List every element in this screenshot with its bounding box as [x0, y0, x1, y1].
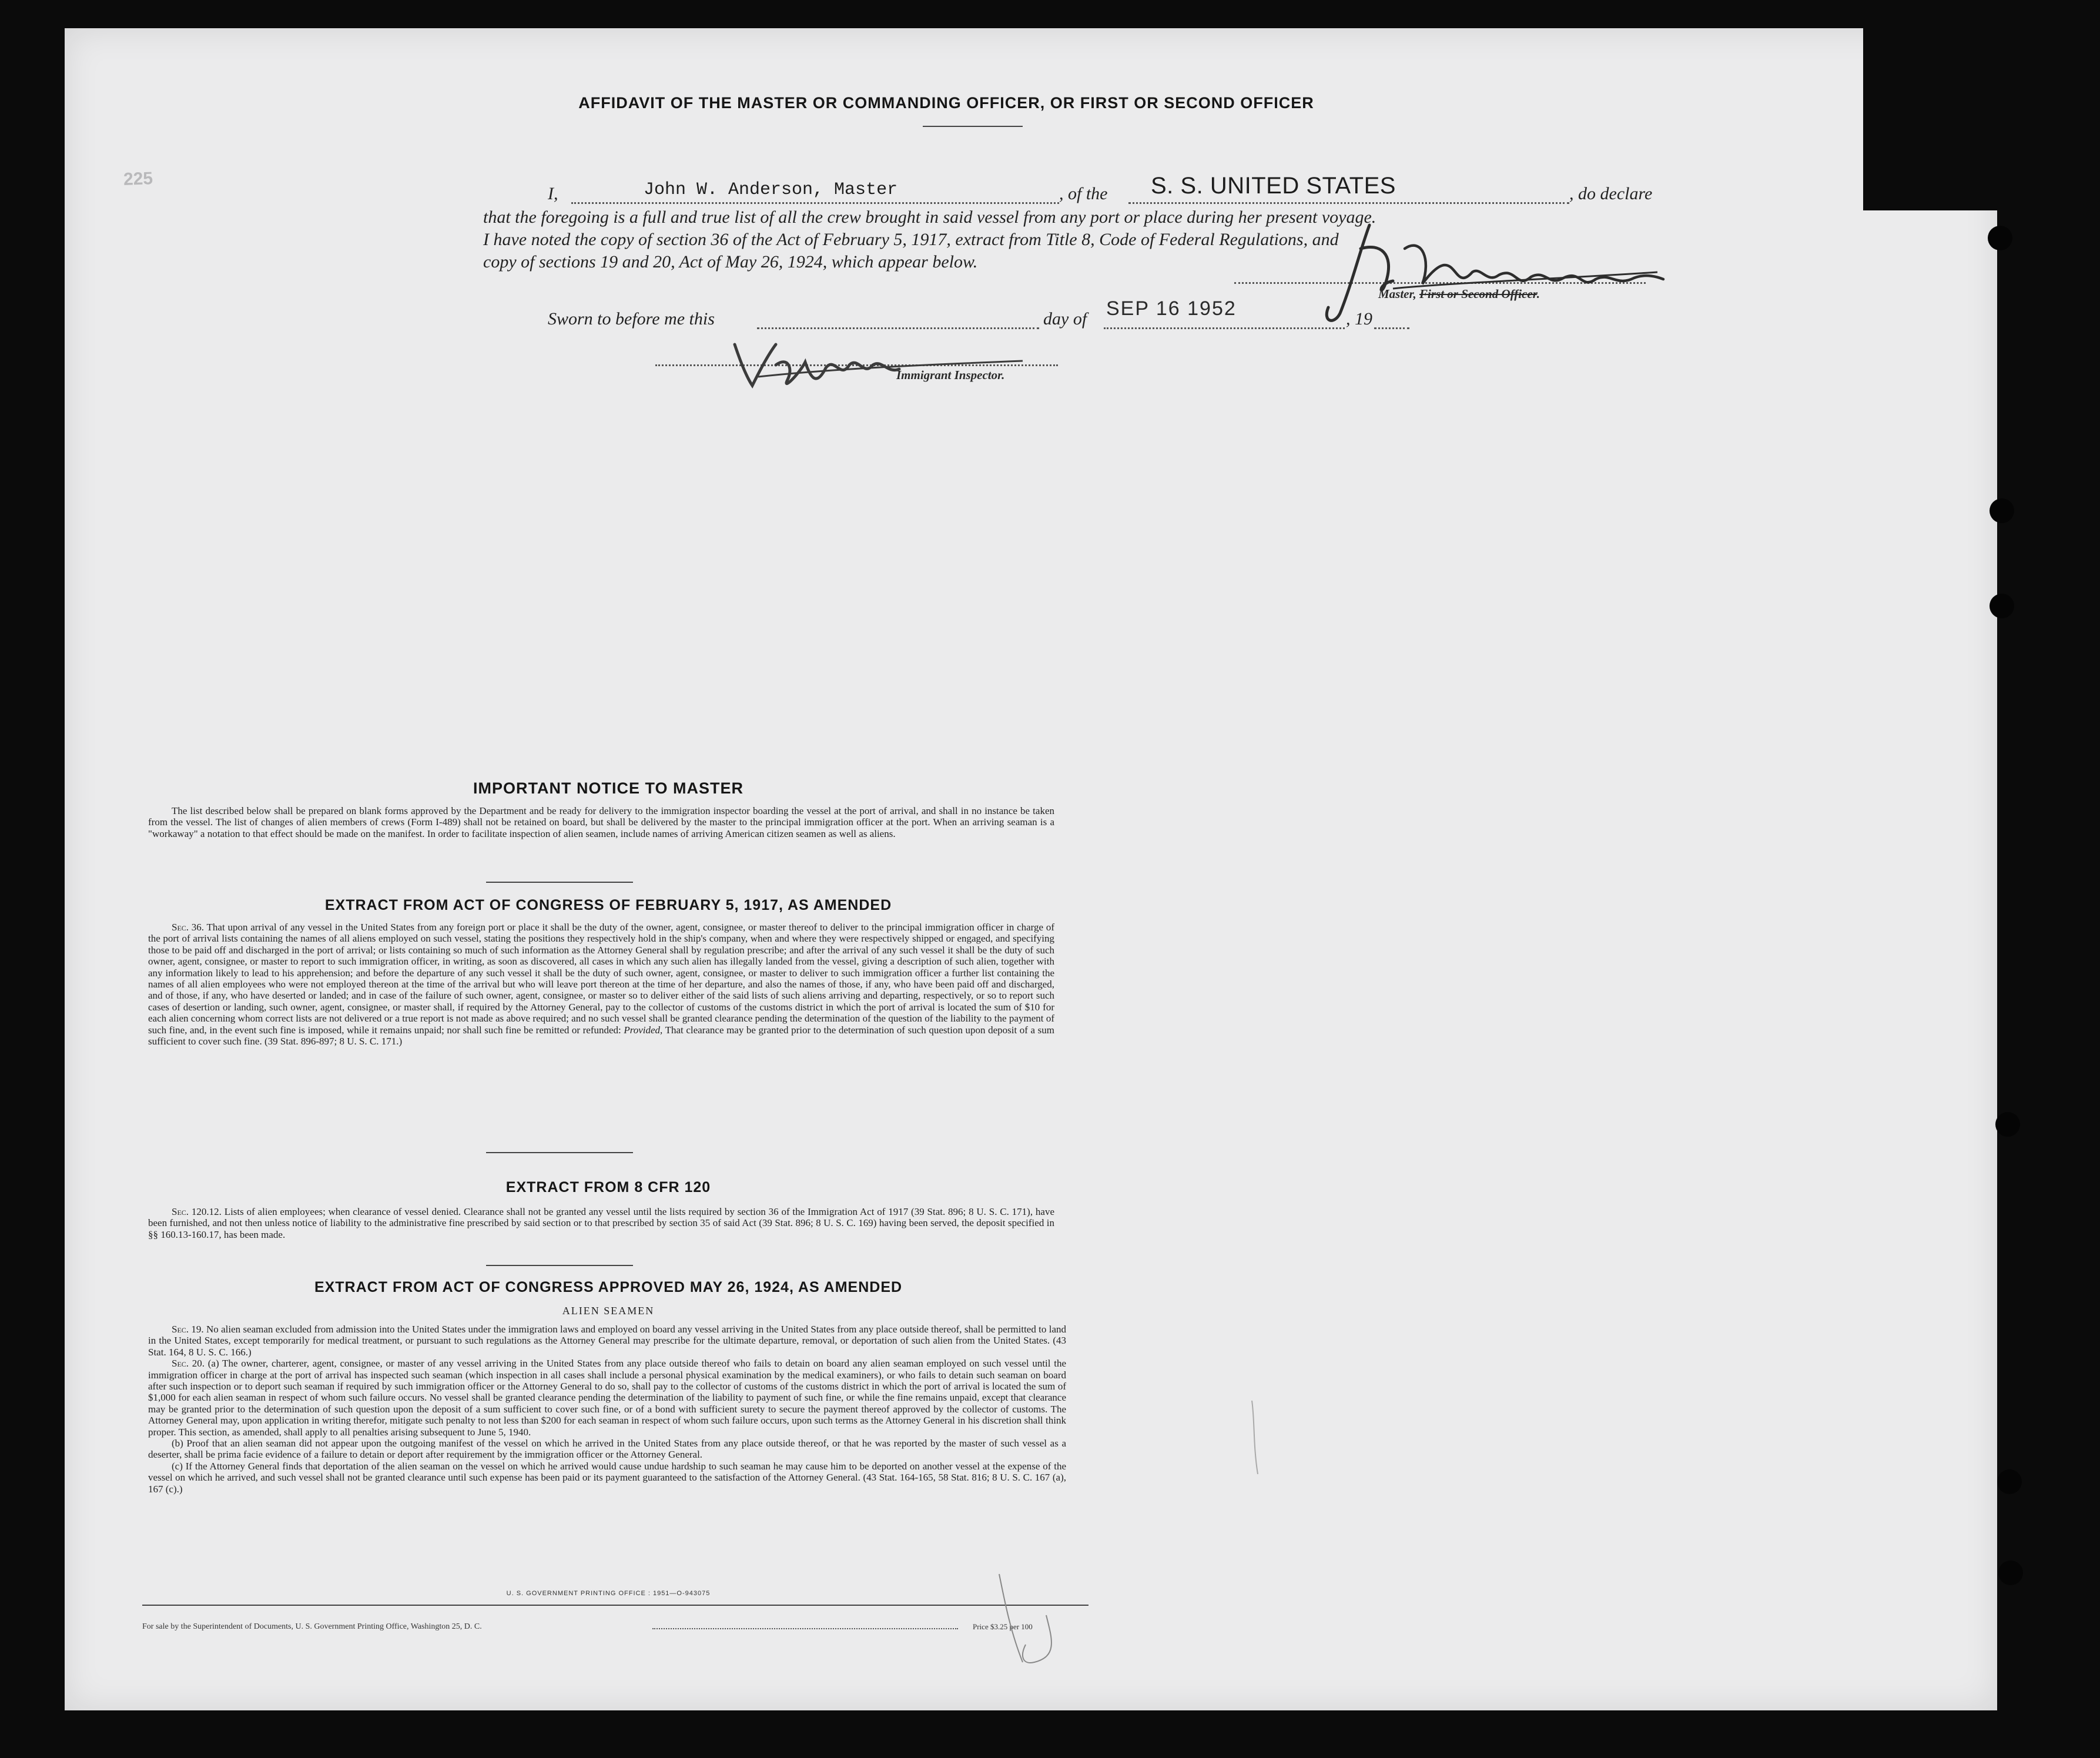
- affidavit-title: AFFIDAVIT OF THE MASTER OR COMMANDING OFFICER, OR FIRST OR SECOND OFFICER: [578, 94, 1314, 112]
- inspector-signature: [723, 333, 1029, 397]
- sec-20b-text: (b) Proof that an alien seaman did not appear upon the outgoing manifest of the vessel on which he arrived in the United States from any place outside thereof, or that he was reported by the master of such vessel as a deserter, shall be prima facie evidence of a failure to detain or deport after requirement by the immigration officer or the Attorney General.: [148, 1438, 1066, 1461]
- extract-cfr-divider: [486, 1265, 633, 1266]
- affidavit-body-line-2: I have noted the copy of section 36 of the Act of February 5, 1917, extract from Title 8, Code of Federal Regulations, and: [483, 230, 1339, 249]
- sec-20a-text: (a) The owner, charterer, agent, consignee, or master of any vessel arriving in the United States from any place outside thereof who fails to detain on board any alien seaman employed on such vessel until the immigration officer in charge at the port of arrival has inspected such seaman (which inspection in all cases shall include a personal physical examination by the medical examiners), or who fails to detain such seaman on board after such inspection or to deport such seaman if required by such immigration officer or the Attorney General to do so, shall pay to the collector of customs of the customs district in which the port of arrival is located the sum of $1,000 for each alien seaman in respect of whom such failure occurs. No vessel shall be granted clearance pending the determination of the liability to payment of such fine, or while the fine remains unpaid, except that clearance may be granted prior to the determination of such question upon the deposit of a sum sufficient to cover such fine, or of a bond with sufficient surety to secure the payment thereof approved by the collector of customs. The Attorney General may, upon application in writing therefor, mitigate such penalty to not less than $200 for each seaman in respect of whom such failure occurs, upon such terms as the Attorney General in his discretion shall think proper. This section, as amended, shall apply to all penalties arising subsequent to June 5, 1940.: [148, 1358, 1066, 1438]
- year-suffix: , 19: [1346, 309, 1372, 329]
- caption-struck-officer: First or Second Officer: [1419, 287, 1537, 301]
- sworn-day-line: [757, 327, 1039, 329]
- extract-1917-divider: [486, 1152, 633, 1153]
- sec-36-label: Sec. 36.: [172, 922, 205, 933]
- price-line: Price $3.25 per 100: [973, 1622, 1033, 1631]
- affidavit-body-line-1: that the foregoing is a full and true list of all the crew brought in said vessel from any port or place during her present voyage.: [483, 207, 1376, 227]
- sworn-date-stamp: SEP 16 1952: [1106, 297, 1237, 320]
- affidavit-body-line-3: copy of sections 19 and 20, Act of May 26, 1924, which appear below.: [483, 252, 978, 272]
- for-sale-line: For sale by the Superintendent of Documents, U. S. Government Printing Office, Washington 25, D. C.: [142, 1622, 482, 1631]
- alien-seamen-subtitle: ALIEN SEAMEN: [562, 1305, 655, 1317]
- sworn-label: Sworn to before me this: [548, 309, 715, 329]
- day-of-label: day of: [1043, 309, 1087, 329]
- sec-19-label: Sec. 19.: [172, 1324, 204, 1335]
- black-corner: [1863, 28, 1998, 210]
- affidavit-form-page: [65, 28, 1998, 1710]
- punch-hole-4: [1995, 1112, 2020, 1137]
- punch-hole-6: [1998, 1561, 2023, 1585]
- sec-20c-text: (c) If the Attorney General finds that deportation of the alien seaman on the vessel on which he arrived would cause undue hardship to such seaman he may cause him to be deported on another vessel at the expense of the vessel on which he arrived, and such vessel shall not be granted clearance until such expense has been paid or its payment guaranteed to the satisfaction of the Attorney General. (43 Stat. 164-165, 58 Stat. 816; 8 U. S. C. 167 (a), 167 (c).): [148, 1460, 1066, 1495]
- extract-cfr-title: EXTRACT FROM 8 CFR 120: [505, 1179, 711, 1196]
- master-name-value: John W. Anderson, Master: [644, 180, 898, 200]
- i-label: I,: [548, 184, 558, 203]
- faint-stroke-marks: [1240, 1398, 1275, 1480]
- punch-hole-2: [1990, 498, 2014, 523]
- punch-hole-5: [1997, 1469, 2022, 1494]
- do-declare-label: , do declare: [1569, 184, 1653, 203]
- of-the-label: , of the: [1059, 184, 1108, 203]
- notice-paragraph: [148, 805, 1054, 839]
- title-divider: [923, 126, 1023, 127]
- extract-1924-title: EXTRACT FROM ACT OF CONGRESS APPROVED MAY 26, 1924, AS AMENDED: [314, 1279, 903, 1295]
- sec-19-text: No alien seaman excluded from admission into the United States under the immigration laws and employed on board any vessel arriving in the United States from any place outside thereof, shall be permitted to land in the United States, except temporarily for medical treatment, or pursuant to such regulations as the Attorney General may prescribe for the ultimate departure, removal, or deportation of such alien from the United States. (43 Stat. 164, 8 U. S. C. 166.): [148, 1324, 1066, 1358]
- extract-cfr-paragraph: [148, 1206, 1054, 1240]
- punch-hole-1: [1988, 226, 2012, 250]
- provided-label: Provided,: [624, 1024, 663, 1036]
- notice-divider: [486, 882, 633, 883]
- signature-caption: [1378, 287, 1540, 302]
- caption-master: Master,: [1378, 287, 1416, 301]
- printing-office-line: U. S. GOVERNMENT PRINTING OFFICE : 1951—O-943075: [506, 1590, 711, 1597]
- notice-text: The list described below shall be prepared on blank forms approved by the Department and be ready for delivery to the immigration inspector boarding the vessel at the port of arrival, and shall in no instance be taken from the vessel. The list of changes of alien members of crews (Form I-489) shall not be retained on board, but shall be delivered by the master to the principal immigration officer at the port. When an arriving seaman is a "workaway" a notation to that effect should be made on the manifest. In order to facilitate inspection of alien seamen, include names of arriving American citizen seamen as well as aliens.: [148, 805, 1054, 839]
- extract-1917-title: EXTRACT FROM ACT OF CONGRESS OF FEBRUARY 5, 1917, AS AMENDED: [324, 897, 892, 913]
- margin-mark: 225: [123, 169, 153, 189]
- caption-end: .: [1536, 287, 1540, 301]
- name-field-line: [571, 202, 1059, 204]
- sworn-month-line: [1104, 327, 1345, 329]
- footer-rule: [142, 1605, 1088, 1606]
- sec-20-label: Sec. 20.: [172, 1358, 205, 1369]
- extract-1917-paragraph: [148, 922, 1054, 1047]
- sec-36-text-end: That clearance may be granted prior to the determination of such question upon deposit of a sum sufficient to cover such fine. (39 Stat. 896-897; 8 U. S. C. 171.): [148, 1024, 1055, 1047]
- punch-hole-3: [1990, 594, 2014, 618]
- sec-36-text: That upon arrival of any vessel in the United States from any foreign port or place it shall be the duty of the owner, agent, consignee, or master thereof to deliver to the principal immigration officer in charge of the port of arrival lists containing the names of all aliens employed on such vessel, stating the positions they respectively hold in the ship's company, when and where they were respectively shipped or engaged, and specifying those to be paid off and discharged in the port of arrival; or lists containing so much of such information as the Attorney General shall by regulation prescribe; and after the arrival of any such vessel it shall be the duty of such owner, agent, consignee, or master to report to such immigration officer, in writing, as soon as discovered, all cases in which any such alien has illegally landed from the vessel, giving a description of such alien, together with any information likely to lead to his apprehension; and before the departure of any such vessel it shall be the duty of such owner, agent, consignee, or master to deliver to such immigration officer a further list containing the names of all alien employees who were not employed thereon at the time of the arrival but who will leave port thereon at the time of her departure, and also the names of those, if any, who have been paid off and discharged, and of those, if any, who have deserted or landed; and in case of the failure of such owner, agent, consignee, or master so to deliver either of the said lists of such aliens arriving and departing, respectively, or so to report such cases of desertion or landing, such owner, agent, consignee, or master shall, if required by the Attorney General, pay to the collector of customs of the customs district in which the port of arrival is located the sum of $10 for each alien concerning whom correct lists are not delivered or a true report is not made as above required; and no such vessel shall be granted clearance pending the determination of the question of the liability to the payment of such fine, and, in the event such fine is imposed, while it remains unpaid; nor shall such fine be remitted or refunded:: [148, 922, 1055, 1036]
- footer-leader-dots: [652, 1628, 958, 1629]
- sec-120-12-text: Lists of alien employees; when clearance of vessel denied. Clearance shall not be granted any vessel until the lists required by section 36 of the Immigration Act of 1917 (39 Stat. 896; 8 U. S. C. 171), have been furnished, and not then unless notice of liability to the administrative fine prescribed by said section or to that prescribed by section 35 of said Act (39 Stat. 896; 8 U. S. C. 169) having been served, the deposit specified in §§ 160.13-160.17, has been made.: [148, 1206, 1054, 1240]
- sec-120-12-label: Sec. 120.12.: [172, 1206, 222, 1217]
- pencil-marks: [970, 1568, 1087, 1668]
- vessel-field-line: [1128, 202, 1569, 204]
- inspector-caption: Immigrant Inspector.: [896, 368, 1005, 382]
- vessel-name-value: S. S. UNITED STATES: [1151, 173, 1396, 199]
- extract-1924-paragraph: [148, 1324, 1066, 1495]
- right-black-edge: [1997, 0, 2100, 1758]
- year-line: [1374, 327, 1409, 329]
- notice-title: IMPORTANT NOTICE TO MASTER: [473, 779, 743, 797]
